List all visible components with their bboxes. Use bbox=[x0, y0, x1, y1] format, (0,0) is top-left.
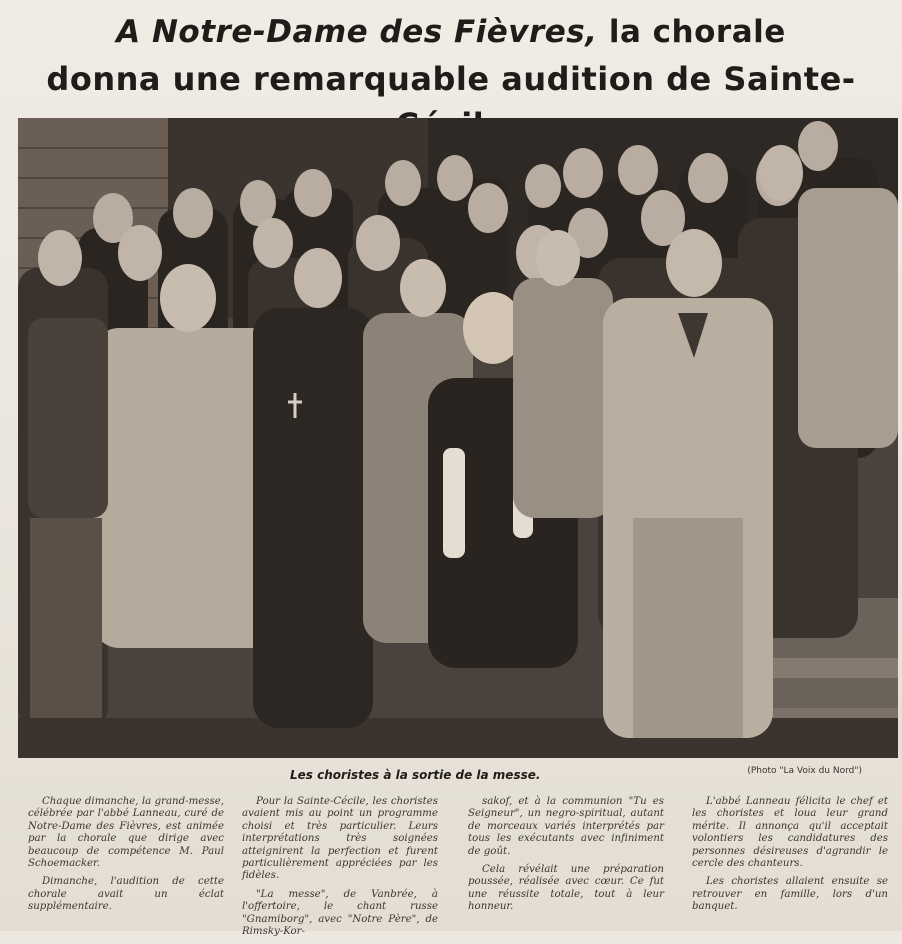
photo-credit: (Photo "La Voix du Nord") bbox=[747, 766, 862, 776]
photo-caption: Les choristes à la sortie de la messe. bbox=[290, 768, 541, 782]
paragraph: L'abbé Lanneau félicita le chef et les choristes et loua leur grand mérite. Il annonça qu'il acceptait volontiers les candidatures des personnes désireuses d'agrandir le cercle des chanteurs. bbox=[692, 796, 888, 870]
photo-caption-row bbox=[0, 766, 902, 788]
group-photo-image bbox=[18, 118, 898, 758]
paragraph: Les choristes allaient ensuite se retrouver en famille, lors d'un banquet. bbox=[692, 876, 888, 913]
headline-regular-part: la chorale bbox=[608, 14, 786, 50]
article-column-2 bbox=[242, 796, 438, 944]
article-column-3 bbox=[468, 796, 664, 920]
paragraph: "La messe", de Vanbrée, à l'offertoire, le chant russe "Gnamiborg", avec "Notre Père", de Rimsky-Kor- bbox=[242, 888, 438, 938]
paragraph: Dimanche, l'audition de cette chorale avait un éclat supplémentaire. bbox=[28, 876, 224, 913]
choir-photo-illustration bbox=[18, 118, 898, 758]
headline-line-2: donna une remarquable audition de Sainte- bbox=[46, 60, 856, 98]
article-column-4 bbox=[692, 796, 888, 920]
article-body bbox=[28, 796, 894, 938]
article-column-1 bbox=[28, 796, 224, 920]
paragraph: sakof, et à la communion "Tu es Seigneur", un negro-spiritual, autant de morceaux variés interprétés par tous les exécutants avec infiniment de goût. bbox=[468, 796, 664, 857]
headline-line-1 bbox=[0, 8, 902, 56]
paragraph: Cela révélait une préparation poussée, réalisée avec cœur. Ce fut une réussite totale, tout à leur honneur. bbox=[468, 864, 664, 913]
paragraph: Chaque dimanche, la grand-messe, célébrée par l'abbé Lanneau, curé de Notre-Dame des Fièvres, est animée par la chorale que dirige avec beaucoup de compétence M. Paul Schoemacker. bbox=[28, 796, 224, 870]
headline-italic-part: A Notre-Dame des Fièvres, bbox=[116, 14, 598, 50]
paragraph: Pour la Sainte-Cécile, les choristes avaient mis au point un programme choisi et très particulier. Leurs interprétations très soignées atteignirent la perfection et furent particulièrement appréciées par les fidèles. bbox=[242, 796, 438, 882]
